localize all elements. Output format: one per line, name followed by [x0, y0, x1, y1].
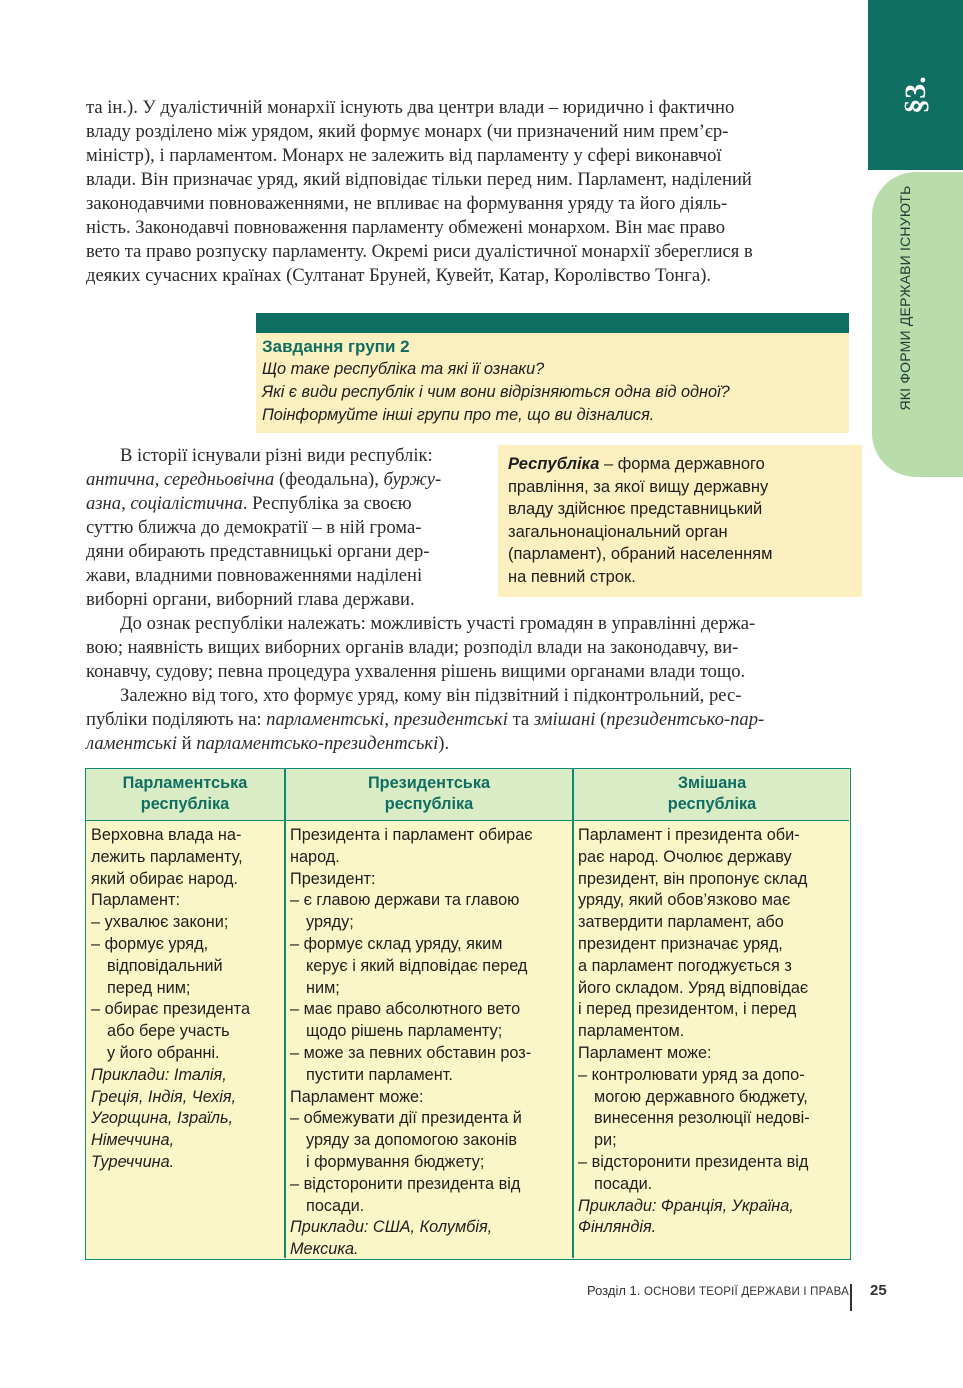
- text-line: та ін.). У дуалістичній монархії існують два центри влади – юридично і фактично: [86, 97, 735, 118]
- zigzag-border-icon: [256, 313, 849, 333]
- group-task-box: [256, 313, 849, 433]
- signs-paragraph: [86, 612, 851, 684]
- text-line: публіки поділяють на: парламентські, президентські та змішані (президентсько-пар-: [86, 709, 765, 730]
- definition-card: [498, 445, 862, 597]
- text-line: міністр), і парламентом. Монарх не залежить від парламенту у сфері виконавчої: [86, 145, 722, 166]
- intro-paragraph: [86, 96, 851, 288]
- column-divider: [572, 769, 574, 1258]
- text-line: Залежно від того, хто формує уряд, кому він підзвітний і підконтрольний, рес-: [120, 685, 742, 706]
- text-line: ламентські й парламентсько-президентські).: [86, 733, 450, 754]
- text-line: ність. Законодавчі повноваження парламенту обмежені монархом. Він має право: [86, 217, 725, 238]
- definition-text: Республіка – форма державного правління, за якої вищу державну владу здійснює представницький загальнонаціональний орган (парламент), обраний населенням на певний строк.: [508, 455, 773, 586]
- task-question: Поінформуйте інші групи про те, що ви дізналися.: [262, 406, 655, 424]
- footer-divider: [850, 1284, 852, 1311]
- text-line: вою; наявність вищих виборних органів влади; розподіл влади на законодавчу, ви-: [86, 637, 739, 658]
- types-paragraph: [86, 684, 851, 756]
- republics-table: [85, 768, 851, 1260]
- task-title: Завдання групи 2: [262, 337, 410, 356]
- text-line: В історії існували різні види республік:: [120, 445, 433, 466]
- text-line: влади. Він призначає уряд, який відповідає тільки перед ним. Парламент, наділений: [86, 169, 752, 190]
- text-line: азна, соціалістична. Республіка за своєю: [86, 493, 412, 514]
- text-line: вето та право розпуску парламенту. Окремі риси дуалістичної монархії збереглися в: [86, 241, 753, 262]
- footer-section: Розділ 1. ОСНОВИ ТЕОРІЇ ДЕРЖАВИ І ПРАВА: [587, 1283, 849, 1298]
- table-cell-parliamentary: Верховна влада на- лежить парламенту, який обирає народ. Парламент: – ухвалює закони; – формує уряд, відповідальний перед ним; – обирає президента або бере участь у його обранні. Приклади: Італія, Греція, Індія, Чехія, Угорщина, Ізраїль, Німеччина, Туреччина.: [91, 826, 250, 1171]
- text-line: владу розділено між урядом, який формує монарх (чи призначений ним прем’єр-: [86, 121, 729, 142]
- text-line: До ознак республіки належать: можливість участі громадян в управлінні держа-: [120, 613, 756, 634]
- text-line: антична, середньовічна (феодальна), буржу-: [86, 469, 442, 490]
- table-header-mixed: Змішана республіка: [667, 774, 757, 813]
- text-line: деяких сучасних країнах (Султанат Бруней, Кувейт, Катар, Королівство Тонга).: [86, 265, 712, 286]
- text-line: суттю ближча до демократії – в ній грома-: [86, 517, 422, 538]
- text-line: дяни обирають представницькі органи дер-: [86, 541, 430, 562]
- task-question: Що таке республіка та які її ознаки?: [262, 360, 545, 378]
- table-cell-mixed: Парламент і президента оби- рає народ. Очолює державу президент, він пропонує склад уряду, який обов’язково має затвердити парламент, або президент призначає уряд, а парламент погоджується з його складом. Уряд відповідає і перед президентом, і перед парламентом. Парламент може: – контролювати уряд за допо- могою державного бюджету, винесення резолюції недові- ри; – відсторонити президента від посади. Приклади: Франція, Україна, Фінляндія.: [578, 826, 810, 1237]
- table-header-presidential: Президентська республіка: [367, 774, 491, 813]
- page-number: 25: [870, 1282, 887, 1299]
- text-line: законодавчими повноваженнями, не впливає на формування уряду та його діяль-: [86, 193, 728, 214]
- table-header-parliamentary: Парламентська республіка: [122, 774, 248, 813]
- column-divider: [284, 769, 286, 1258]
- perforated-edge-icon: [856, 445, 868, 597]
- text-line: виборні органи, виборний глава держави.: [86, 589, 415, 610]
- table-cell-presidential: Президента і парламент обирає народ. Президент: – є главою держави та главою уряду; – формує склад уряду, яким керує і який відповідає перед ним; – має право абсолютного вето щодо рішень парламенту; – може за певних обставин роз- пустити парламент. Парламент може: – обмежувати дії президента й уряду за допомогою законів і формування бюджету; – відсторонити президента від посади. Приклади: США, Колумбія, Мексика.: [290, 826, 533, 1259]
- task-question: Які є види республік і чим вони відрізняються одна від одної?: [262, 383, 730, 401]
- text-line: конавчу, судову; певна процедура ухвалення рішень вищими органами влади тощо.: [86, 661, 746, 682]
- section-number: §3.: [898, 76, 932, 114]
- republics-paragraph: [86, 444, 486, 612]
- section-title: ЯКІ ФОРМИ ДЕРЖАВИ ІСНУЮТЬ: [897, 185, 913, 411]
- definition-term: Республіка: [508, 455, 600, 473]
- text-line: жави, владними повноваженнями наділені: [86, 565, 423, 586]
- task-content: [262, 335, 847, 427]
- footer-section-title: ОСНОВИ ТЕОРІЇ ДЕРЖАВИ І ПРАВА: [644, 1286, 849, 1298]
